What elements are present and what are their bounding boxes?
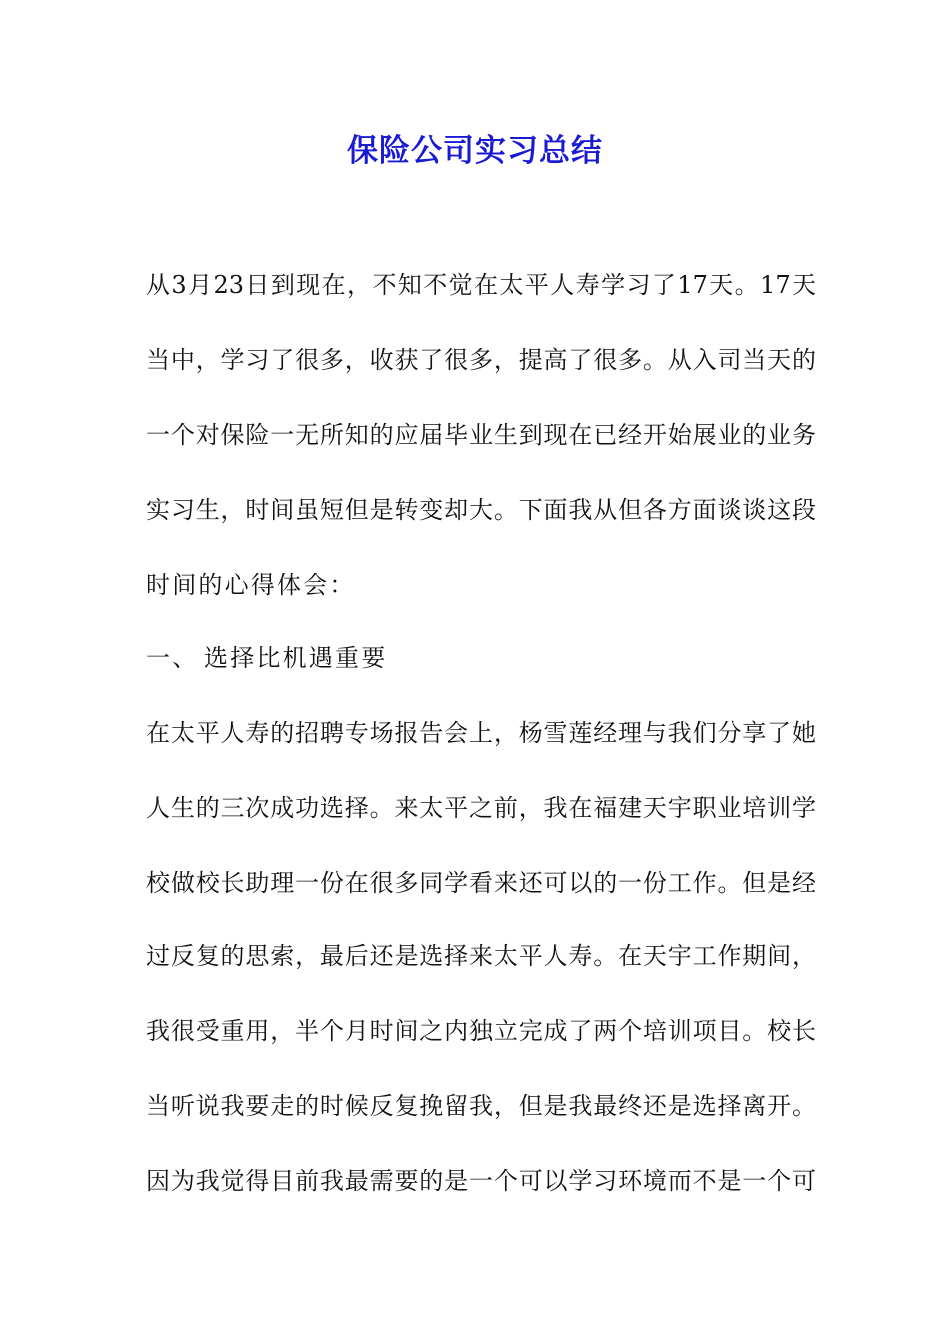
document-title: 保险公司实习总结 bbox=[347, 133, 603, 169]
paragraph-line: 校做校长助理一份在很多同学看来还可以的一份工作。但是经 bbox=[146, 869, 816, 897]
paragraph-line: 我很受重用，半个月时间之内独立完成了两个培训项目。校长 bbox=[146, 1017, 816, 1045]
section-heading-text: 选择比机遇重要 bbox=[204, 644, 388, 672]
section-heading-number: 一、 bbox=[146, 644, 199, 672]
paragraph-line: 过反复的思索，最后还是选择来太平人寿。在天宇工作期间， bbox=[146, 942, 816, 970]
section-heading bbox=[146, 638, 816, 678]
paragraph-line: 当听说我要走的时候反复挽留我，但是我最终还是选择离开。 bbox=[146, 1092, 816, 1120]
paragraph-line: 人生的三次成功选择。来太平之前，我在福建天宇职业培训学 bbox=[146, 794, 816, 822]
paragraph-line: 因为我觉得目前我最需要的是一个可以学习环境而不是一个可 bbox=[146, 1167, 816, 1195]
paragraph-line: 一个对保险一无所知的应届毕业生到现在已经开始展业的业务 bbox=[146, 421, 816, 449]
paragraph-line: 实习生，时间虽短但是转变却大。下面我从但各方面谈谈这段 bbox=[146, 496, 816, 524]
paragraph-line: 从3月23日到现在，不知不觉在太平人寿学习了17天。17天 bbox=[146, 271, 816, 299]
paragraph-line: 当中，学习了很多，收获了很多，提高了很多。从入司当天的 bbox=[146, 346, 816, 374]
paragraph-line: 在太平人寿的招聘专场报告会上，杨雪莲经理与我们分享了她 bbox=[146, 719, 816, 747]
paragraph-line: 时间的心得体会： bbox=[146, 571, 356, 599]
